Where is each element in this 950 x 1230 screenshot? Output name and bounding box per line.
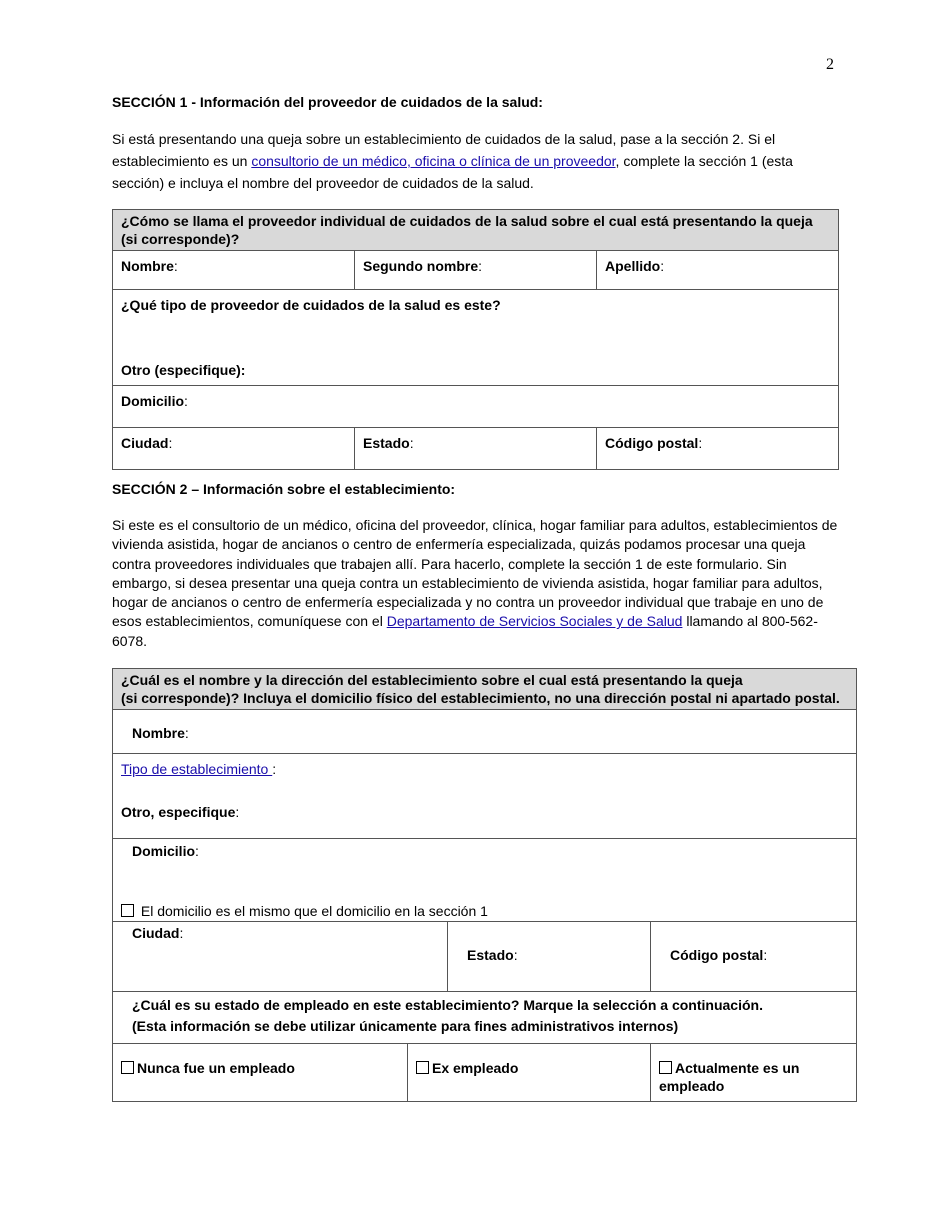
provider-office-link[interactable]: consultorio de un médico, oficina o clínica de un proveedor [251,153,616,169]
never-employee-checkbox[interactable] [121,1061,134,1074]
option-never-employee[interactable] [113,1044,408,1102]
provider-state-field[interactable]: Estado: [355,428,597,470]
facility-header-line2: (si corresponde)? Incluya el domicilio físico del establecimiento, no una dirección postal ni apartado postal. [121,690,840,706]
provider-type-field[interactable] [113,290,839,386]
section2-intro-text-2: llamando al 800-562-6078. [112,613,818,649]
former-employee-label: Ex empleado [432,1060,519,1076]
facility-address-field[interactable]: Domicilio: El domicilio es el mismo que el domicilio en la sección 1 [113,839,857,922]
option-current-employee[interactable] [651,1044,857,1102]
provider-other-specify-label: Otro (especifique): [121,362,246,378]
page-number: 2 [826,56,834,73]
provider-zip-field[interactable]: Código postal: [597,428,839,470]
provider-middle-name-field[interactable]: Segundo nombre: [355,251,597,290]
section1-intro-text-2: , complete la sección 1 (esta sección) e incluya el nombre del proveedor de cuidados de la salud. [112,153,793,191]
facility-type-field[interactable]: Tipo de establecimiento : Otro, especifique: [113,754,857,839]
section1-title: SECCIÓN 1 - Información del proveedor de cuidados de la salud: [112,94,543,110]
facility-zip-label: Código postal [670,947,764,963]
facility-state-label: Estado [467,947,514,963]
same-address-label: El domicilio es el mismo que el domicilio en la sección 1 [140,903,488,919]
provider-address-field[interactable]: Domicilio: [113,386,839,428]
provider-zip-label: Código postal [605,435,699,451]
provider-last-name-field[interactable]: Apellido: [597,251,839,290]
facility-type-link[interactable]: Tipo de establecimiento [121,761,273,777]
provider-state-label: Estado [363,435,410,451]
facility-city-label: Ciudad [132,925,180,941]
provider-city-field[interactable]: Ciudad: [113,428,355,470]
provider-address-label: Domicilio [121,393,185,409]
former-employee-checkbox[interactable] [416,1061,429,1074]
facility-other-specify-label: Otro, especifique [121,804,236,820]
section1-intro [112,128,832,194]
facility-header-line1: ¿Cuál es el nombre y la dirección del establecimiento sobre el cual está presentando la queja [121,672,743,688]
same-address-option[interactable] [121,902,848,920]
provider-city-label: Ciudad [121,435,169,451]
provider-table [112,209,839,470]
current-employee-checkbox[interactable] [659,1061,672,1074]
middle-name-label: Segundo nombre [363,258,479,274]
facility-address-label: Domicilio [132,843,196,859]
first-name-label: Nombre [121,258,174,274]
facility-city-field[interactable]: Ciudad: [113,922,448,992]
section1-intro-text-1: Si está presentando una queja sobre un establecimiento de cuidados de la salud, pase a la sección 2. Si el establecimiento es un [112,131,776,169]
current-employee-label: Actualmente es un empleado [659,1060,800,1094]
facility-name-label: Nombre [132,725,185,741]
facility-table-header [113,669,857,710]
dshs-department-link[interactable]: Departamento de Servicios Sociales y de Salud [386,613,683,630]
section2-title: SECCIÓN 2 – Información sobre el establecimiento: [112,481,456,497]
facility-table [112,668,857,1102]
facility-state-field[interactable]: Estado: [448,922,651,992]
provider-type-question: ¿Qué tipo de proveedor de cuidados de la salud es este? [121,297,501,313]
option-former-employee[interactable] [408,1044,651,1102]
last-name-label: Apellido [605,258,661,274]
section2-intro [112,516,838,651]
facility-zip-field[interactable]: Código postal: [651,922,857,992]
facility-name-field[interactable]: Nombre: [113,710,857,754]
employment-question-line1: ¿Cuál es su estado de empleado en este establecimiento? Marque la selección a continuación. [132,997,763,1013]
same-address-checkbox[interactable] [121,904,134,917]
employment-question-line2: (Esta información se debe utilizar únicamente para fines administrativos internos) [132,1018,679,1034]
never-employee-label: Nunca fue un empleado [137,1060,295,1076]
employment-question [113,992,857,1044]
provider-first-name-field[interactable]: Nombre: [113,251,355,290]
section2-intro-text-1: Si este es el consultorio de un médico, oficina del proveedor, clínica, hogar familiar para adultos, establecimientos de vivienda asistida, hogar de ancianos o centro de enfermería especializada, quizás podamos procesar una queja contra proveedores individuales que trabajen allí. Para hacerlo, complete la sección 1 de este formulario. Sin embargo, si desea presentar una queja contra un establecimiento de vivienda asistida, hogar familiar para adultos, hogar de ancianos o centro de enfermería especializada y no contra un proveedor individual que trabaje en uno de esos establecimientos, comuníquese con el [112,517,838,630]
provider-table-header: ¿Cómo se llama el proveedor individual de cuidados de la salud sobre el cual está presentando la queja (si corresponde)? [113,210,839,251]
